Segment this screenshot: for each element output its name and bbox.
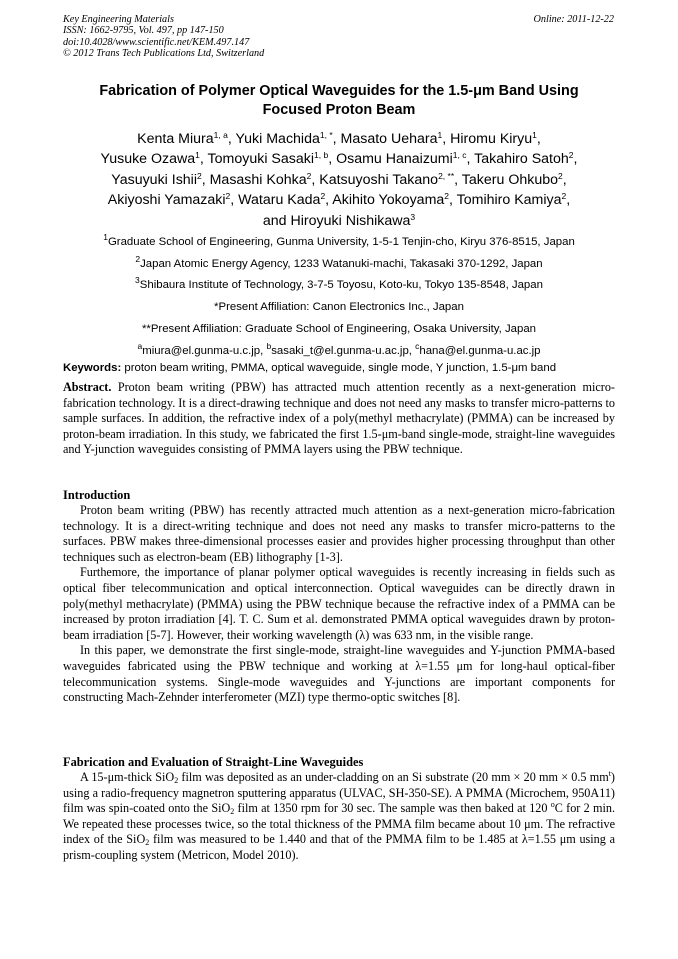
author-name: Osamu Hanaizumi	[336, 151, 453, 168]
journal-info	[63, 14, 264, 60]
paragraph	[63, 770, 615, 864]
author-name: Masashi Kohka	[209, 171, 307, 188]
author-line: Yasuyuki Ishii$^2$, Masashi Kohka$^2$, Katsuyoshi Takano$^{2, **}$, Takeru Ohkubo$^2$,	[111, 170, 567, 188]
author-affiliation: 1, c	[452, 150, 467, 161]
affiliation-note: *Present Affiliation: Canon Electronics Inc., Japan	[214, 301, 464, 314]
copyright: © 2012 Trans Tech Publications Ltd, Switzerland	[63, 48, 265, 60]
affiliation-mark: 2	[135, 253, 141, 264]
author-name: Wataru Kada	[238, 192, 321, 209]
author-name: Yasuyuki Ishii	[111, 171, 197, 188]
issn: ISSN: 1662-9795, Vol. 497, pp 147-150	[63, 25, 224, 37]
author-affiliation: 1, a	[213, 130, 228, 140]
author-affiliation: 2, **	[438, 170, 455, 181]
text-run: C for 2 min. We repeated these processes twice, so the total thickness of the PMMA film became about 10 μm. The refractive index of the SiO	[63, 801, 616, 847]
email-mark: a	[137, 340, 143, 351]
author-affiliation: 1	[437, 130, 443, 140]
keywords-text: proton beam writing, PMMA, optical waveguide, single mode, Y junction, 1.5-μm band	[124, 362, 557, 374]
section-heading-fabrication: Fabrication and Evaluation of Straight-Line Waveguides	[63, 755, 364, 769]
section-heading-introduction: Introduction	[63, 488, 131, 502]
author-affiliation: 2	[196, 170, 202, 181]
abstract-label: Abstract.	[63, 380, 112, 394]
author-name: Katsuyoshi Takano	[319, 171, 439, 188]
affiliation-text: Graduate School of Engineering, Gunma University, 1-5-1 Tenjin-cho, Kiryu 376-8515, Japan	[107, 236, 575, 248]
subscript: 2	[230, 807, 235, 817]
superscript: o	[550, 800, 555, 810]
paragraph: Furthemore, the importance of planar polymer optical waveguides is recently increasing in fields such as optical fiber telecommunication and optical interconnection. Optical waveguides can be directly drawn in poly(methyl methacrylate) (PMMA) using the PBW technique because the refractive index of a PMMA can be increased by proton irradiation [4]. T. C. Sum et al. demonstrated PMMA optical waveguides drawn by proton-beam irradiation [5-7]. However, their working wavelength (λ) was 633 nm, in the visible range.	[63, 565, 615, 642]
author-name: Tomihiro Kamiya	[456, 192, 562, 209]
text-run: film was measured to be 1.440 and that of the PMMA film to be 1.485 at λ=1.55 μm using a prism-coupling system (Metricon, Model 2010).	[63, 832, 615, 862]
abstract	[63, 380, 615, 458]
author-name: Takeru Ohkubo	[461, 171, 559, 188]
email-mark: c	[415, 340, 420, 351]
abstract-text: Proton beam writing (PBW) has attracted much attention recently as a next-generation micro-fabrication technology. It is a direct-drawing technique and does not need any masks to transfer micro-patterns to sample surfaces. In addition, the refractive index of a poly(methyl methacrylate) (PMMA) can be increased by proton-beam irradiation. In this study, we fabricated the first 1.5-μm-band single-mode, straight-line waveguides and Y-junction waveguides consisting of PMMA layers using the PBW technique.	[63, 380, 615, 457]
text-run: ) using a radio-frequency magnetron sputtering apparatus (ULVAC, SH-350-SE). A PMMA (Microchem, 950A11) film was spin-coated onto the SiO	[63, 770, 615, 816]
superscript: t	[608, 769, 611, 778]
fabrication-body	[63, 770, 615, 864]
author-affiliation: 1	[532, 130, 537, 140]
subscript: 2	[145, 838, 150, 848]
author-name: Akiyoshi Yamazaki	[107, 192, 226, 209]
text-run: A 15-μm-thick SiO	[80, 770, 175, 784]
author-affiliation: 1	[195, 150, 200, 161]
author-line: Akiyoshi Yamazaki$^2$, Wataru Kada$^2$, Akihito Yokoyama$^2$, Tomihiro Kamiya$^2$,	[107, 191, 571, 209]
author-name: Hiroyuki Nishikawa	[290, 212, 411, 229]
introduction-body	[63, 503, 615, 706]
paragraph: Proton beam writing (PBW) has recently attracted much attention as a next-generation micro-fabrication technology. It is a direct-writing technique and does not need any masks to transfer micro-patterns to the surfaces. PBW makes three-dimensional processes easier and provides higher processing throughput than other techniques such as electron-beam (EB) lithography [1-3].	[63, 503, 615, 564]
email-mark: b	[266, 340, 272, 351]
author-line	[40, 211, 638, 231]
author-name: Kenta Miura	[137, 131, 214, 147]
author-affiliation: 2	[320, 191, 326, 202]
author-affiliation: 2	[444, 191, 450, 202]
affiliation-note: **Present Affiliation: Graduate School of Engineering, Osaka University, Japan	[141, 322, 537, 335]
author-affiliation: 2	[561, 191, 567, 202]
affiliation-mark: 3	[135, 275, 140, 286]
authors-and: and	[262, 212, 287, 229]
affiliation-list	[40, 232, 638, 362]
author-name: Masato Uehara	[340, 131, 438, 147]
text-run: film was deposited as an under-cladding on an Si substrate (20 mm × 20 mm × 0.5 mm	[178, 770, 609, 784]
journal-name: Key Engineering Materials	[63, 14, 174, 25]
affiliation	[40, 275, 638, 297]
email-line: $^a$miura@el.gunma-u.c.jp, $^b$sasaki_t@el.gunma-u.ac.jp, $^c$hana@el.gunma-u.ac.jp	[137, 340, 541, 357]
email-address: miura@el.gunma-u.c.jp	[142, 344, 261, 357]
author-name: Yuki Machida	[235, 131, 320, 147]
text-run: film at 1350 rpm for 30 sec. The sample was then baked at 120	[234, 801, 551, 816]
title-line-1: Fabrication of Polymer Optical Waveguides for the 1.5-μm Band Using	[99, 83, 579, 99]
author-affiliation: 2	[225, 191, 231, 202]
paragraph: In this paper, we demonstrate the first single-mode, straight-line waveguides and Y-junction PMMA-based waveguides fabricated using the PBW technique and working at λ=1.55 μm for long-haul optical-fiber telecommunication systems. Single-mode waveguides and Y-junctions are important components for constructing Mach-Zehnder interferometer (MZI) type thermo-optic switches [8].	[63, 643, 615, 705]
keywords	[63, 361, 618, 376]
email-address: hana@el.gunma-u.ac.jp	[419, 344, 541, 357]
author-affiliation: 2	[306, 170, 312, 181]
affiliation-mark: 1	[103, 232, 108, 242]
author-affiliation: 2	[568, 150, 574, 161]
author-line: Kenta Miura$^{1, a}$, Yuki Machida$^{1, *}$, Masato Uehara$^1$, Hiromu Kiryu$^1$,	[137, 130, 541, 147]
author-affiliation: 1, *	[319, 130, 333, 140]
author-affiliation: 1, b	[314, 150, 329, 161]
email-address: sasaki_t@el.gunma-u.ac.jp	[271, 344, 409, 357]
author-name: Takahiro Satoh	[474, 151, 569, 168]
title-line-2: Focused Proton Beam	[262, 102, 416, 118]
author-affiliation: 3	[410, 211, 416, 222]
doi: doi:10.4028/www.scientific.net/KEM.497.147	[63, 36, 250, 48]
affiliation	[40, 232, 638, 254]
subscript: 2	[174, 776, 179, 785]
affiliation	[40, 254, 638, 276]
affiliation-text: Shibaura Institute of Technology, 3-7-5 Toyosu, Koto-ku, Tokyo 135-8548, Japan	[139, 279, 543, 292]
affiliation-text: Japan Atomic Energy Agency, 1233 Watanuki-machi, Takasaki 370-1292, Japan	[140, 257, 543, 270]
keywords-label: Keywords:	[63, 362, 122, 374]
author-name: Hiromu Kiryu	[450, 131, 533, 147]
author-line: Yusuke Ozawa$^1$, Tomoyuki Sasaki$^{1, b}$, Osamu Hanaizumi$^{1, c}$, Takahiro Satoh$^2$,	[100, 150, 578, 168]
online-date: Online: 2011-12-22	[533, 14, 614, 25]
author-affiliation: 2	[558, 170, 563, 181]
author-list	[40, 129, 638, 231]
author-name: Yusuke Ozawa	[100, 151, 196, 168]
author-name: Akihito Yokoyama	[332, 192, 445, 209]
author-name: Tomoyuki Sasaki	[207, 151, 314, 168]
paper-title	[50, 82, 628, 120]
